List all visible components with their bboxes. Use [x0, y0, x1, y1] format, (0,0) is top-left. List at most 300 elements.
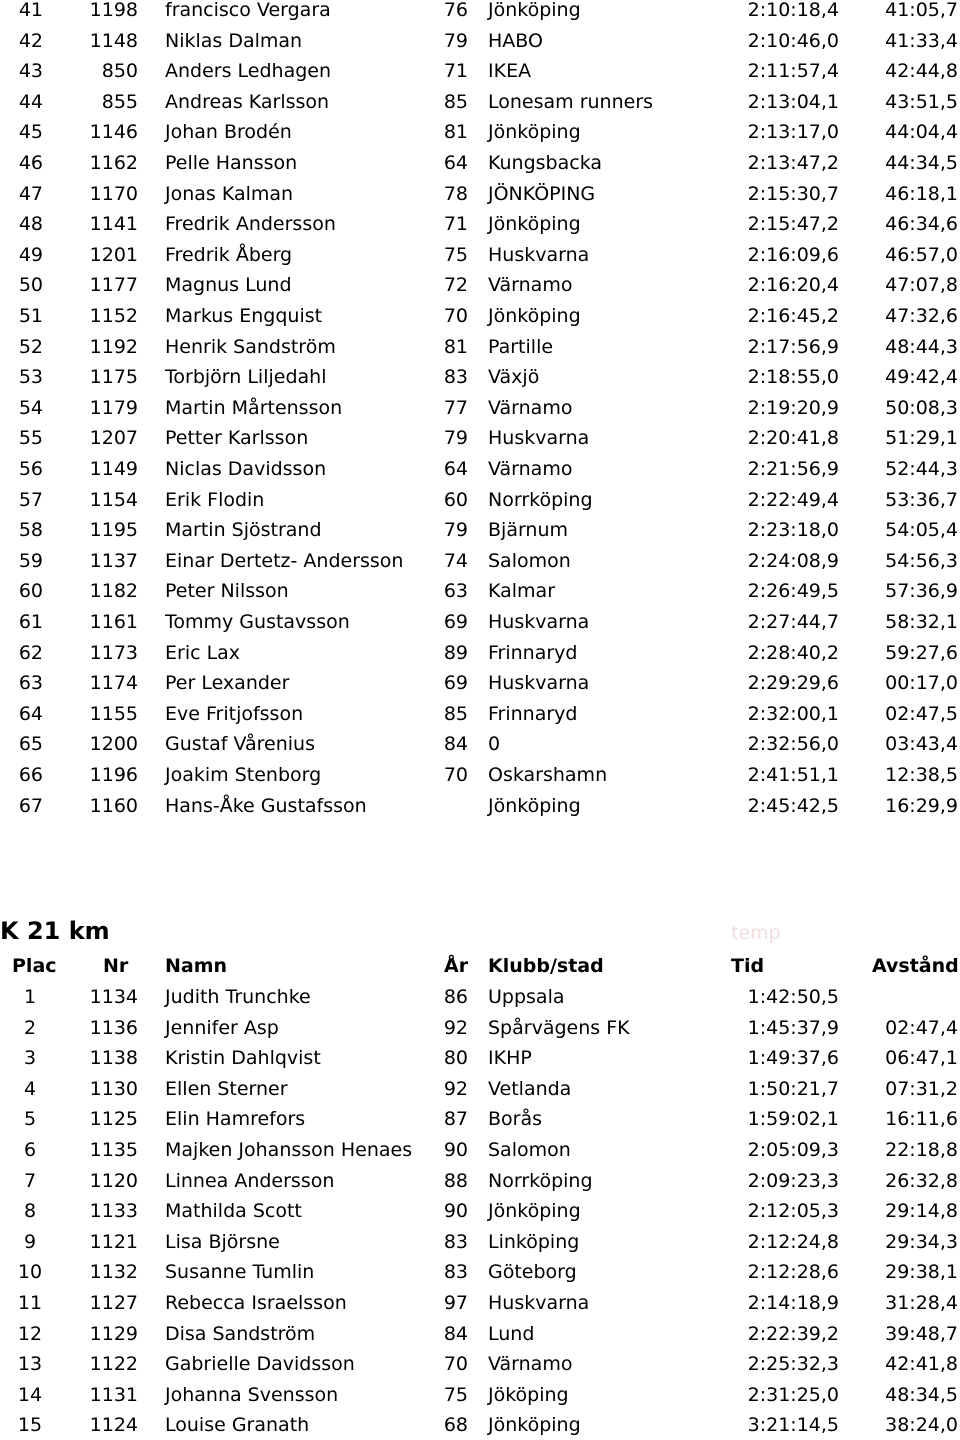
cell-time: 2:23:18,0 — [747, 519, 839, 542]
cell-nr: 1149 — [89, 458, 138, 480]
cell-nr: 1121 — [89, 1230, 138, 1253]
cell-plac: 67 — [18, 794, 43, 817]
cell-name: Anders Ledhagen — [165, 60, 332, 83]
table-row — [0, 729, 960, 759]
cell-nr: 1201 — [89, 243, 138, 266]
cell-plac: 62 — [18, 641, 43, 664]
cell-distance: 46:57,0 — [885, 243, 958, 266]
cell-name: Markus Engquist — [165, 305, 323, 327]
cell-name: Einar Dertetz- Andersson — [165, 549, 404, 572]
cell-club: Frinnaryd — [488, 641, 578, 664]
cell-year: 90 — [443, 1200, 468, 1223]
cell-club: Uppsala — [488, 986, 565, 1008]
cell-club: Jönköping — [488, 1414, 581, 1437]
cell-plac: 7 — [23, 1169, 37, 1192]
cell-club: Lonesam runners — [488, 90, 654, 113]
cell-name: Louise Granath — [165, 1414, 310, 1437]
table-row — [0, 362, 960, 392]
cell-nr: 1196 — [89, 764, 138, 786]
cell-year: 71 — [443, 60, 468, 83]
cell-time: 2:20:41,8 — [747, 427, 839, 450]
cell-club: Växjö — [488, 366, 540, 389]
cell-name: Elin Hamrefors — [165, 1108, 306, 1131]
cell-time: 3:21:14,5 — [747, 1414, 839, 1437]
cell-plac: 3 — [23, 1047, 37, 1070]
cell-year: 89 — [443, 641, 468, 664]
cell-plac: 12 — [17, 1322, 43, 1345]
cell-nr: 1135 — [89, 1139, 138, 1161]
cell-distance: 48:44,3 — [885, 335, 958, 358]
table-row — [0, 179, 960, 209]
cell-time: 2:31:25,0 — [747, 1383, 839, 1406]
table-row — [0, 1288, 960, 1318]
cell-plac: 53 — [18, 366, 43, 389]
cell-year: 60 — [443, 488, 468, 511]
cell-name: Jennifer Asp — [165, 1016, 279, 1039]
cell-distance: 57:36,9 — [885, 580, 958, 603]
cell-nr: 855 — [101, 90, 138, 113]
cell-nr: 1124 — [89, 1414, 138, 1437]
table-row — [0, 1319, 960, 1349]
cell-club: Huskvarna — [488, 243, 590, 266]
cell-club: Jönköping — [488, 1200, 581, 1223]
cell-club: Linköping — [488, 1230, 580, 1253]
cell-club: Kalmar — [488, 580, 556, 603]
table-row — [0, 791, 960, 821]
table-row — [0, 26, 960, 56]
cell-nr: 1141 — [89, 213, 138, 236]
cell-name: Eve Fritjofsson — [165, 702, 304, 725]
table-row — [0, 1104, 960, 1134]
cell-year: 78 — [443, 182, 468, 205]
cell-year: 84 — [443, 733, 468, 756]
table-row — [0, 638, 960, 668]
cell-name: Martin Mårtensson — [165, 396, 343, 419]
table-row — [0, 1196, 960, 1226]
cell-club: Jönköping — [488, 794, 581, 817]
cell-nr: 1175 — [89, 366, 138, 389]
cell-distance: 38:24,0 — [885, 1414, 958, 1437]
cell-distance: 29:38,1 — [885, 1261, 958, 1284]
table-row — [0, 1410, 960, 1440]
cell-year: 86 — [443, 986, 468, 1008]
cell-nr: 1200 — [89, 733, 138, 756]
cell-year: 68 — [443, 1414, 468, 1437]
cell-club: Salomon — [488, 1139, 571, 1161]
cell-distance: 29:14,8 — [885, 1200, 958, 1223]
table-row — [0, 270, 960, 300]
cell-nr: 1130 — [89, 1077, 138, 1100]
cell-year: 92 — [443, 1016, 468, 1039]
cell-nr: 1162 — [89, 152, 138, 174]
cell-name: Ellen Sterner — [165, 1077, 288, 1100]
cell-time: 1:42:50,5 — [747, 986, 839, 1008]
cell-name: Eric Lax — [165, 641, 241, 664]
cell-year: 80 — [443, 1047, 468, 1070]
cell-year: 69 — [443, 611, 468, 633]
cell-distance: 43:51,5 — [885, 90, 958, 113]
cell-distance: 48:34,5 — [885, 1383, 958, 1406]
cell-club: Jönköping — [488, 213, 581, 236]
cell-year: 69 — [443, 672, 468, 695]
cell-plac: 10 — [17, 1261, 43, 1284]
table-header-row — [0, 951, 960, 981]
cell-year: 70 — [443, 305, 468, 327]
cell-nr: 1152 — [89, 305, 138, 327]
cell-club: Värnamo — [488, 396, 573, 419]
cell-name: Gustaf Vårenius — [165, 733, 315, 756]
cell-distance: 46:18,1 — [885, 182, 958, 205]
cell-distance: 22:18,8 — [885, 1139, 958, 1161]
cell-year: 83 — [443, 1261, 468, 1284]
header-nr: Nr — [103, 955, 129, 977]
cell-plac: 44 — [18, 90, 43, 113]
cell-time: 2:25:32,3 — [747, 1353, 839, 1376]
cell-club: Jököping — [488, 1383, 569, 1406]
cell-plac: 57 — [18, 488, 43, 511]
table-row — [0, 209, 960, 239]
cell-club: Värnamo — [488, 458, 573, 480]
cell-distance: 41:05,7 — [885, 0, 958, 21]
cell-time: 2:09:23,3 — [747, 1169, 839, 1192]
cell-year: 71 — [443, 213, 468, 236]
table-row — [0, 1380, 960, 1410]
cell-distance: 44:34,5 — [885, 152, 958, 174]
cell-plac: 56 — [18, 458, 43, 480]
cell-name: Susanne Tumlin — [165, 1261, 315, 1284]
cell-time: 2:16:20,4 — [747, 274, 839, 297]
cell-club: Spårvägens FK — [488, 1016, 630, 1039]
cell-time: 1:59:02,1 — [747, 1108, 839, 1131]
cell-club: Lund — [488, 1322, 535, 1345]
cell-year: 63 — [443, 580, 468, 603]
cell-plac: 59 — [18, 549, 43, 572]
cell-distance: 16:29,9 — [885, 794, 958, 817]
table-row — [0, 1074, 960, 1104]
cell-distance: 58:32,1 — [885, 611, 958, 633]
cell-year: 75 — [443, 243, 468, 266]
cell-name: Fredrik Andersson — [165, 213, 336, 236]
cell-time: 1:45:37,9 — [747, 1016, 839, 1039]
cell-plac: 50 — [18, 274, 43, 297]
cell-plac: 64 — [18, 702, 43, 725]
cell-name: Mathilda Scott — [165, 1200, 302, 1223]
cell-name: Johanna Svensson — [165, 1383, 339, 1406]
cell-time: 2:16:09,6 — [747, 243, 839, 266]
cell-year: 79 — [443, 519, 468, 542]
cell-year: 92 — [443, 1077, 468, 1100]
cell-time: 2:29:29,6 — [747, 672, 839, 695]
cell-plac: 6 — [23, 1139, 37, 1161]
cell-time: 2:14:18,9 — [747, 1292, 839, 1314]
table-row — [0, 87, 960, 117]
cell-name: Hans-Åke Gustafsson — [165, 794, 367, 817]
cell-name: Petter Karlsson — [165, 427, 309, 450]
cell-distance: 47:07,8 — [885, 274, 958, 297]
cell-nr: 1160 — [89, 794, 138, 817]
cell-year: 64 — [443, 152, 468, 174]
cell-name: Fredrik Åberg — [165, 243, 293, 266]
cell-time: 2:13:47,2 — [747, 152, 839, 174]
table-row — [0, 515, 960, 545]
cell-club: Vetlanda — [488, 1077, 572, 1100]
cell-distance: 31:28,4 — [885, 1292, 958, 1314]
cell-nr: 1138 — [89, 1047, 138, 1070]
table-row — [0, 982, 960, 1012]
cell-distance: 47:32,6 — [885, 305, 958, 327]
cell-distance: 12:38,5 — [885, 764, 958, 786]
cell-distance: 41:33,4 — [885, 29, 958, 52]
cell-year: 77 — [443, 396, 468, 419]
cell-name: Lisa Björsne — [165, 1230, 280, 1253]
cell-nr: 1155 — [89, 702, 138, 725]
cell-time: 2:27:44,7 — [747, 611, 839, 633]
cell-plac: 8 — [23, 1200, 37, 1223]
cell-nr: 1148 — [89, 29, 138, 52]
table-row — [0, 240, 960, 270]
cell-plac: 47 — [18, 182, 43, 205]
cell-club: Norrköping — [488, 1169, 593, 1192]
cell-distance: 29:34,3 — [885, 1230, 958, 1253]
cell-time: 1:50:21,7 — [747, 1077, 839, 1100]
cell-nr: 1127 — [89, 1292, 138, 1314]
cell-distance: 59:27,6 — [885, 641, 958, 664]
table-row — [0, 301, 960, 331]
cell-time: 2:32:00,1 — [747, 702, 839, 725]
cell-club: Värnamo — [488, 274, 573, 297]
cell-club: Kungsbacka — [488, 152, 603, 174]
cell-plac: 60 — [18, 580, 43, 603]
cell-name: Martin Sjöstrand — [165, 519, 322, 542]
cell-time: 2:21:56,9 — [747, 458, 839, 480]
cell-name: Judith Trunchke — [165, 986, 311, 1008]
cell-name: Torbjörn Liljedahl — [165, 366, 327, 389]
table-row — [0, 576, 960, 606]
cell-distance: 54:56,3 — [885, 549, 958, 572]
cell-distance: 02:47,5 — [885, 702, 958, 725]
cell-plac: 54 — [18, 396, 43, 419]
cell-plac: 42 — [18, 29, 43, 52]
table-row — [0, 760, 960, 790]
cell-nr: 1131 — [89, 1383, 138, 1406]
cell-plac: 14 — [17, 1383, 43, 1406]
cell-year: 76 — [443, 0, 468, 21]
cell-distance: 00:17,0 — [885, 672, 958, 695]
section-title: K 21 km — [0, 917, 110, 945]
cell-name: Andreas Karlsson — [165, 90, 330, 113]
cell-time: 2:13:17,0 — [747, 121, 839, 144]
cell-nr: 1132 — [89, 1261, 138, 1284]
cell-time: 2:41:51,1 — [747, 764, 839, 786]
cell-plac: 4 — [23, 1077, 37, 1100]
cell-nr: 1195 — [89, 519, 138, 542]
cell-year: 88 — [443, 1169, 468, 1192]
table-row — [0, 454, 960, 484]
cell-distance: 54:05,4 — [885, 519, 958, 542]
table-row — [0, 117, 960, 147]
cell-nr: 1125 — [89, 1108, 138, 1131]
cell-nr: 1179 — [89, 396, 138, 419]
cell-time: 2:12:24,8 — [747, 1230, 839, 1253]
table-row — [0, 148, 960, 178]
cell-time: 2:24:08,9 — [747, 549, 839, 572]
cell-time: 2:28:40,2 — [747, 641, 839, 664]
cell-distance: 51:29,1 — [885, 427, 958, 450]
cell-club: Partille — [488, 335, 554, 358]
cell-club: Borås — [488, 1108, 543, 1131]
table-row — [0, 0, 960, 25]
cell-year: 75 — [443, 1383, 468, 1406]
cell-time: 2:13:04,1 — [747, 90, 839, 113]
cell-plac: 46 — [18, 152, 43, 174]
cell-year: 64 — [443, 458, 468, 480]
cell-club: Huskvarna — [488, 611, 590, 633]
cell-distance: 16:11,6 — [885, 1108, 958, 1131]
cell-club: Norrköping — [488, 488, 593, 511]
cell-nr: 1170 — [89, 182, 138, 205]
cell-plac: 13 — [17, 1353, 43, 1376]
cell-year: 83 — [443, 366, 468, 389]
cell-time: 2:10:18,4 — [747, 0, 839, 21]
cell-club: IKHP — [488, 1047, 532, 1070]
cell-nr: 1129 — [89, 1322, 138, 1345]
cell-time: 2:15:47,2 — [747, 213, 839, 236]
cell-plac: 1 — [23, 986, 37, 1008]
cell-distance: 50:08,3 — [885, 396, 958, 419]
table-row — [0, 423, 960, 453]
cell-year: 74 — [443, 549, 468, 572]
table-row — [0, 485, 960, 515]
cell-name: Gabrielle Davidsson — [165, 1353, 355, 1376]
table-row — [0, 1043, 960, 1073]
cell-year: 85 — [443, 702, 468, 725]
cell-name: Joakim Stenborg — [165, 764, 322, 786]
cell-nr: 1192 — [89, 335, 138, 358]
cell-time: 2:11:57,4 — [747, 60, 839, 83]
cell-distance: 46:34,6 — [885, 213, 958, 236]
cell-time: 2:18:55,0 — [747, 366, 839, 389]
cell-plac: 15 — [17, 1414, 43, 1437]
table-row — [0, 699, 960, 729]
cell-club: Huskvarna — [488, 427, 590, 450]
cell-distance: 42:44,8 — [885, 60, 958, 83]
cell-time: 2:26:49,5 — [747, 580, 839, 603]
cell-time: 2:12:05,3 — [747, 1200, 839, 1223]
cell-year: 97 — [443, 1292, 468, 1314]
cell-nr: 850 — [101, 60, 138, 83]
cell-nr: 1161 — [89, 611, 138, 633]
cell-nr: 1154 — [89, 488, 138, 511]
cell-club: Oskarshamn — [488, 764, 608, 786]
cell-plac: 52 — [18, 335, 43, 358]
cell-plac: 63 — [18, 672, 43, 695]
cell-time: 2:16:45,2 — [747, 305, 839, 327]
cell-time: 2:32:56,0 — [747, 733, 839, 756]
table-row — [0, 1135, 960, 1165]
cell-time: 2:17:56,9 — [747, 335, 839, 358]
cell-nr: 1198 — [89, 0, 138, 21]
cell-club: JÖNKÖPING — [488, 182, 596, 205]
cell-plac: 61 — [18, 611, 43, 633]
table-row — [0, 332, 960, 362]
header-club: Klubb/stad — [488, 955, 604, 977]
cell-name: Erik Flodin — [165, 488, 265, 511]
cell-name: Tommy Gustavsson — [165, 611, 350, 633]
cell-name: Magnus Lund — [165, 274, 292, 297]
cell-distance: 52:44,3 — [885, 458, 958, 480]
cell-name: Linnea Andersson — [165, 1169, 335, 1192]
temp-label: temp — [731, 922, 781, 944]
cell-name: Pelle Hansson — [165, 152, 298, 174]
table-row — [0, 607, 960, 637]
cell-plac: 5 — [23, 1108, 37, 1131]
cell-distance: 07:31,2 — [885, 1077, 958, 1100]
cell-year: 72 — [443, 274, 468, 297]
cell-club: 0 — [488, 733, 501, 756]
cell-plac: 41 — [18, 0, 43, 21]
table-row — [0, 1227, 960, 1257]
cell-year: 90 — [443, 1139, 468, 1161]
cell-name: Kristin Dahlqvist — [165, 1047, 321, 1070]
cell-distance: 03:43,4 — [885, 733, 958, 756]
cell-nr: 1182 — [89, 580, 138, 603]
cell-plac: 11 — [17, 1292, 43, 1314]
cell-year: 70 — [443, 764, 468, 786]
cell-distance: 06:47,1 — [885, 1047, 958, 1070]
cell-distance: 42:41,8 — [885, 1353, 958, 1376]
cell-club: Huskvarna — [488, 672, 590, 695]
cell-name: Disa Sandström — [165, 1322, 316, 1345]
cell-plac: 49 — [18, 243, 43, 266]
cell-name: Niklas Dalman — [165, 29, 303, 52]
cell-nr: 1133 — [89, 1200, 138, 1223]
cell-club: Jönköping — [488, 0, 581, 21]
header-name: Namn — [165, 955, 228, 977]
table-row — [0, 1349, 960, 1379]
cell-club: Göteborg — [488, 1261, 577, 1284]
cell-plac: 45 — [18, 121, 43, 144]
cell-nr: 1137 — [89, 549, 138, 572]
table-row — [0, 1166, 960, 1196]
table-row — [0, 668, 960, 698]
cell-time: 2:19:20,9 — [747, 396, 839, 419]
cell-year: 85 — [443, 90, 468, 113]
cell-time: 2:22:39,2 — [747, 1322, 839, 1345]
cell-nr: 1134 — [89, 986, 138, 1008]
cell-plac: 55 — [18, 427, 43, 450]
table-row — [0, 1257, 960, 1287]
cell-plac: 51 — [18, 305, 43, 327]
header-year: År — [444, 955, 469, 977]
cell-plac: 43 — [18, 60, 43, 83]
cell-year: 81 — [443, 121, 468, 144]
cell-year: 79 — [443, 427, 468, 450]
cell-distance: 49:42,4 — [885, 366, 958, 389]
cell-nr: 1122 — [89, 1353, 138, 1376]
cell-time: 2:12:28,6 — [747, 1261, 839, 1284]
cell-name: Henrik Sandström — [165, 335, 336, 358]
cell-name: Per Lexander — [165, 672, 290, 695]
cell-club: IKEA — [488, 60, 532, 83]
cell-distance: 53:36,7 — [885, 488, 958, 511]
cell-time: 2:22:49,4 — [747, 488, 839, 511]
cell-club: Bjärnum — [488, 519, 569, 542]
cell-nr: 1136 — [89, 1016, 138, 1039]
cell-plac: 9 — [23, 1230, 37, 1253]
cell-nr: 1207 — [89, 427, 138, 450]
cell-nr: 1174 — [89, 672, 138, 695]
cell-plac: 48 — [18, 213, 43, 236]
